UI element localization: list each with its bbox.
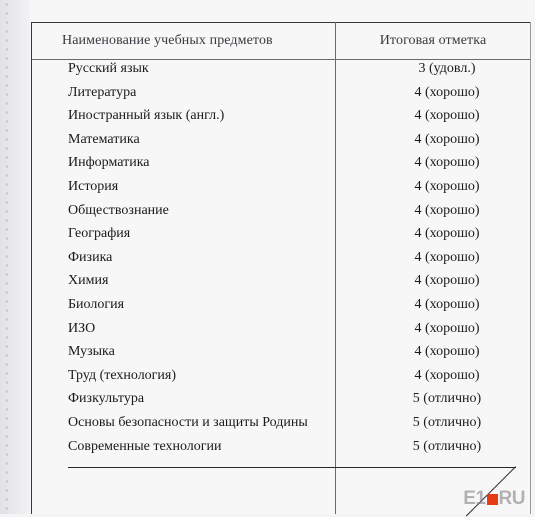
table-header-divider xyxy=(31,59,531,60)
watermark-text-right: RU xyxy=(498,488,525,509)
subject-name: Физика xyxy=(68,249,113,265)
subject-name: География xyxy=(68,226,131,242)
table-row xyxy=(32,273,530,296)
final-grade: 5 (отлично) xyxy=(412,438,482,454)
table-row xyxy=(32,203,530,226)
subject-name: История xyxy=(68,179,119,194)
table-row xyxy=(32,85,530,108)
final-grade: 4 (хорошо) xyxy=(414,84,480,100)
table-row xyxy=(32,226,530,249)
final-grade: 4 (хорошо) xyxy=(414,202,480,218)
final-grade: 4 (хорошо) xyxy=(414,367,480,383)
subject-name: Основы безопасности и защиты Родины xyxy=(68,415,308,430)
final-grade: 4 (хорошо) xyxy=(414,297,480,312)
subject-name: ИЗО xyxy=(68,320,96,336)
table-row xyxy=(32,368,530,391)
subject-name: Современные технологии xyxy=(68,438,222,454)
subject-name: Биология xyxy=(68,297,125,312)
final-grade: 5 (отлично) xyxy=(412,415,482,430)
subject-name: Русский язык xyxy=(68,61,149,76)
subject-name: Музыка xyxy=(68,344,115,360)
table-row xyxy=(32,439,530,462)
table-row xyxy=(32,297,530,320)
subject-name: Иностранный язык (англ.) xyxy=(68,108,225,124)
final-grade: 4 (хорошо) xyxy=(414,226,480,242)
watermark-text-left: E1 xyxy=(463,488,486,509)
subject-name: Физкультура xyxy=(68,391,145,407)
final-grade: 4 (хорошо) xyxy=(414,155,480,171)
watermark-square-icon xyxy=(487,494,498,505)
table-row xyxy=(32,61,530,84)
table-row xyxy=(32,344,530,367)
table-row xyxy=(32,391,530,414)
table-row xyxy=(32,155,530,178)
table-row xyxy=(32,250,530,273)
final-grade: 4 (хорошо) xyxy=(414,108,480,124)
table-row xyxy=(32,415,530,438)
subject-name: Математика xyxy=(68,131,140,147)
final-grade: 4 (хорошо) xyxy=(414,273,480,289)
subject-name: Химия xyxy=(68,273,109,289)
table-row xyxy=(32,321,530,344)
column-header-grade: Итоговая отметка xyxy=(379,32,487,48)
strike-line-horizontal xyxy=(68,467,516,468)
scan-margin-dots xyxy=(5,0,9,514)
subject-name: Труд (технология) xyxy=(68,367,177,383)
final-grade: 4 (хорошо) xyxy=(414,179,480,194)
column-header-subjects: Наименование учебных предметов xyxy=(62,32,273,48)
final-grade: 5 (отлично) xyxy=(412,391,482,407)
final-grade: 4 (хорошо) xyxy=(414,249,480,265)
subject-name: Обществознание xyxy=(68,202,169,218)
table-row xyxy=(32,179,530,202)
final-grade: 4 (хорошо) xyxy=(414,131,480,147)
table-right-border xyxy=(530,22,531,514)
final-grade: 3 (удовл.) xyxy=(418,61,476,76)
subject-name: Информатика xyxy=(68,155,150,171)
watermark-logo xyxy=(463,488,525,510)
final-grade: 4 (хорошо) xyxy=(414,344,480,360)
final-grade: 4 (хорошо) xyxy=(414,320,480,336)
table-row xyxy=(32,132,530,155)
table-row xyxy=(32,108,530,131)
subject-name: Литература xyxy=(68,84,137,100)
